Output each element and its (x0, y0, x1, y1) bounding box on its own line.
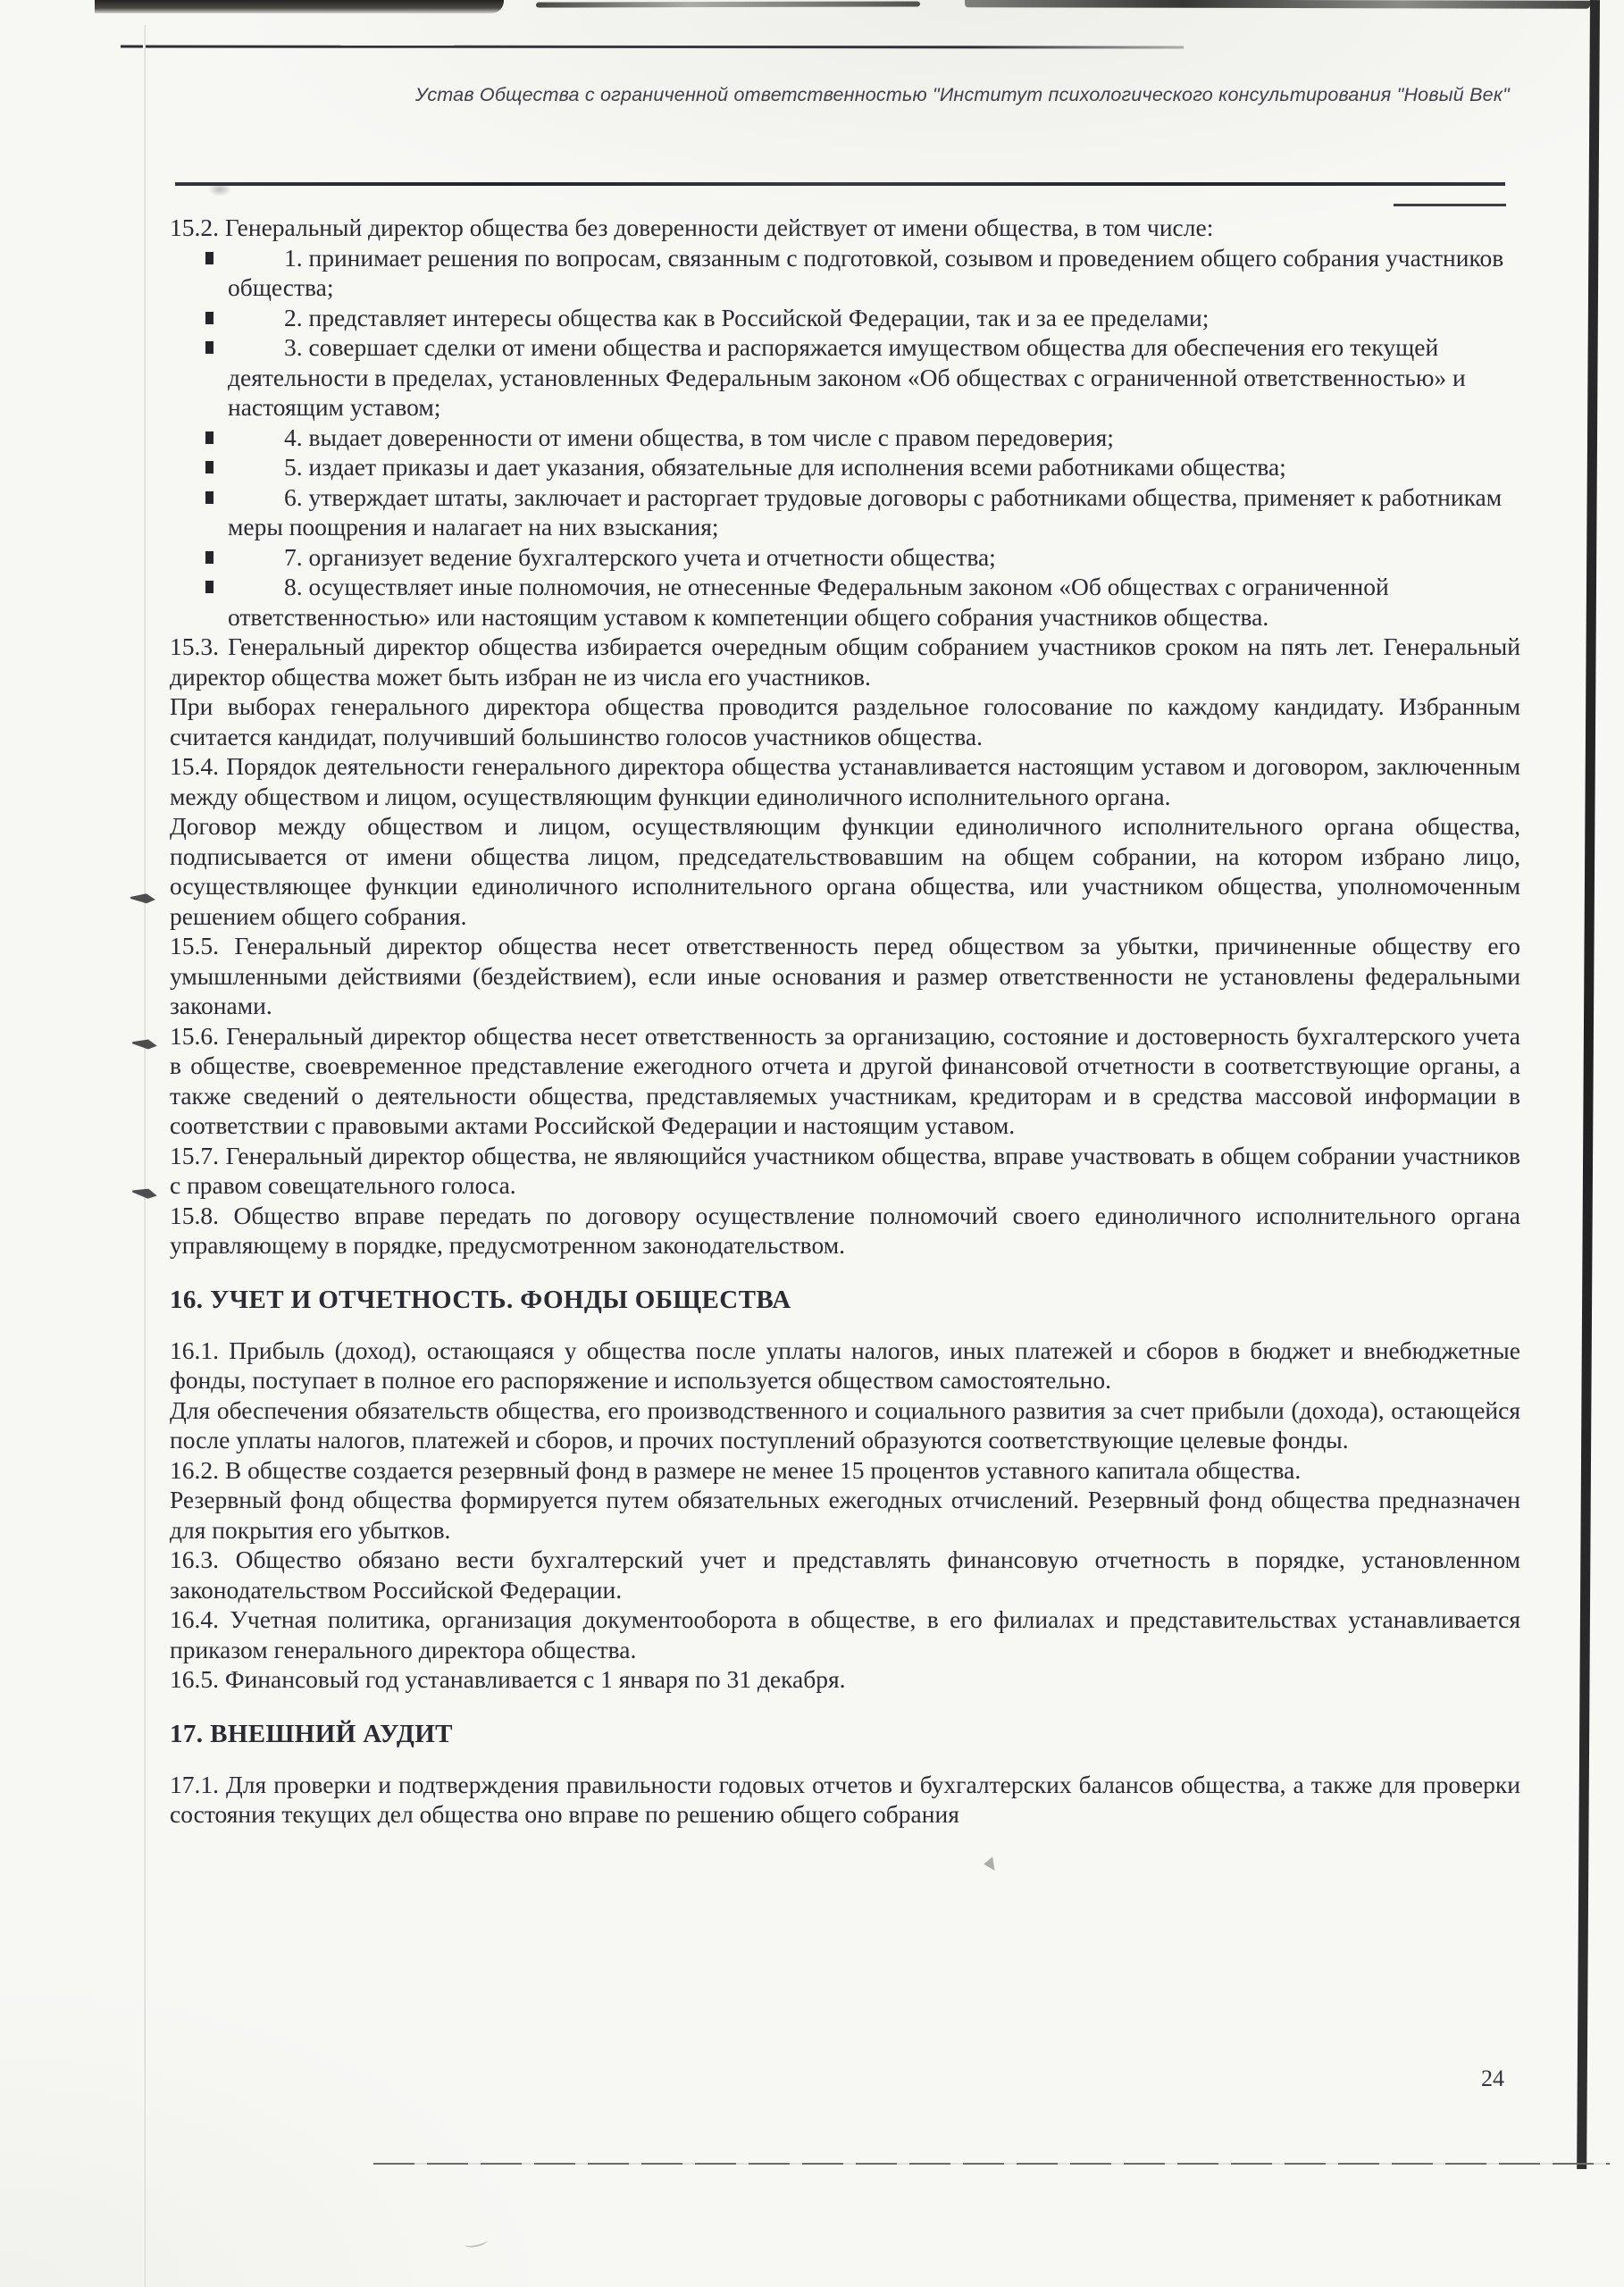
header-rule (175, 182, 1505, 186)
list-item-text: 5. издает приказы и дает указания, обязательные для исполнения всеми работниками общества; (284, 453, 1286, 481)
paragraph: 16.4. Учетная политика, организация документооборота в обществе, в его филиалах и представительствах устанавливается приказом генерального директора общества. (170, 1605, 1520, 1663)
list-item-text: 1. принимает решения по вопросам, связанным с подготовкой, созывом и проведением общего собрания участников общества; (228, 243, 1504, 301)
pencil-mark (464, 2235, 489, 2249)
scan-smudge (983, 1855, 999, 1871)
scan-artifact-page-edge (143, 25, 146, 2287)
paragraph: Для обеспечения обязательств общества, его производственного и социального развития за счет прибыли (дохода), остающейся после уплаты налогов, платежей и сборов, и прочих поступлений образуются соответствующие целевые фонды. (170, 1395, 1520, 1453)
bullet-square-icon (205, 491, 213, 504)
paragraph: 15.4. Порядок деятельности генерального директора общества устанавливается настоящим уставом и договором, заключенным между обществом и лицом, осуществляющим функции единоличного исполнительного органа. (170, 752, 1520, 810)
paragraph: 16.2. В обществе создается резервный фонд в размере не менее 15 процентов уставного капитала общества. (170, 1455, 1302, 1484)
list-item (228, 482, 1520, 542)
list-item (228, 303, 1520, 333)
bullet-square-icon (205, 461, 213, 473)
bullet-square-icon (205, 312, 213, 324)
paragraph: 17.1. Для проверки и подтверждения правильности годовых отчетов и бухгалтерских балансов общества, а также для проверки состояния текущих дел общества оно вправе по решению общего собрания (170, 1770, 1520, 1828)
scan-artifact-top-band-mid (536, 1, 920, 7)
header-rule-short (1394, 204, 1506, 206)
paragraph: 16.1. Прибыль (доход), остающаяся у общества после уплаты налогов, иных платежей и сборов в бюджет и внебюджетные фонды, поступает в полное его распоряжение и используется обществом самостоятельно. (170, 1336, 1520, 1394)
paragraph: При выборах генерального директора общества проводится раздельное голосование по каждому кандидату. Избранным считается кандидат, получивший большинство голосов участников общества. (170, 692, 1520, 750)
paragraph: 15.6. Генеральный директор общества несет ответственность за организацию, состояние и достоверность бухгалтерского учета в обществе, своевременное представление ежегодного отчета и другой финансовой отчетности в соответствующие органы, а также сведений о деятельности общества, представляемых участникам, кредиторам и в средства массовой информации в соответствии с правовыми актами Российской Федерации и настоящим уставом. (170, 1021, 1520, 1139)
list-item (228, 423, 1520, 453)
page-number: 24 (1481, 2065, 1504, 2091)
list-item (228, 572, 1520, 632)
paragraph: 15.5. Генеральный директор общества несет ответственность перед обществом за убытки, причиненные обществу его умышленными действиями (бездействием), если иные основания и размер ответственности не установлены федеральными законами. (170, 932, 1520, 1019)
list-item-text: 4. выдает доверенности от имени общества, в том числе с правом передоверия; (284, 423, 1114, 451)
section-heading: 17. ВНЕШНИЙ АУДИТ (170, 1719, 453, 1748)
bullet-square-icon (205, 431, 213, 444)
running-header: Устав Общества с ограниченной ответственностью "Институт психологического консультирования "Новый Век" (414, 84, 1510, 105)
list-item-text: 3. совершает сделки от имени общества и распоряжается имуществом общества для обеспечения его текущей деятельности в пределах, установленных Федеральным законом «Об обществах с ограниченной ответственностью» и настоящим уставом; (228, 333, 1466, 421)
scan-artifact-top-line (121, 45, 1184, 48)
paragraph: 16.3. Общество обязано вести бухгалтерский учет и представлять финансовую отчетность в порядке, установленном законодательством Российской Федерации. (170, 1546, 1520, 1604)
document-body (170, 213, 1520, 1830)
scan-artifact-top-band-left (95, 0, 504, 13)
list-item-text: 7. организует ведение бухгалтерского учета и отчетности общества; (284, 542, 996, 571)
paragraph: Договор между обществом и лицом, осуществляющим функции единоличного исполнительного органа общества, подписывается от имени общества лицом, председательствовавшим на общем собрании, на котором избрано лицо, осуществляющее функции единоличного исполнительного органа общества, или участником общества, уполномоченным решением общего собрания. (170, 812, 1520, 930)
list-item-text: 2. представляет интересы общества как в Российской Федерации, так и за ее пределами; (284, 303, 1210, 331)
list-item-text: 8. осуществляет иные полномочия, не отнесенные Федеральным законом «Об обществах с ограниченной ответственностью» или настоящим уставом к компетенции общего собрания участников общества. (228, 573, 1389, 631)
paragraph: Резервный фонд общества формируется путем обязательных ежегодных отчислений. Резервный фонд общества предназначен для покрытия его убытков. (170, 1486, 1520, 1544)
paragraph: 15.7. Генеральный директор общества, не являющийся участником общества, вправе участвовать в общем собрании участников с правом совещательного голоса. (170, 1141, 1520, 1199)
list-item (228, 243, 1520, 303)
bullet-square-icon (205, 581, 213, 593)
bullet-square-icon (205, 252, 213, 264)
paragraph: 15.3. Генеральный директор общества избирается очередным общим собранием участников сроком на пять лет. Генеральный директор общества может быть избран не из числа его участников. (170, 632, 1520, 691)
paragraph: 15.2. Генеральный директор общества без доверенности действует от имени общества, в том числе: (170, 214, 1214, 241)
list-item (228, 452, 1520, 482)
paragraph: 15.8. Общество вправе передать по договору осуществление полномочий своего единоличного исполнительного органа управляющему в порядке, предусмотренном законодательством. (170, 1201, 1520, 1259)
scan-artifact-top-band-right (965, 0, 1590, 9)
pencil-mark (105, 393, 136, 409)
list-item-text: 6. утверждает штаты, заключает и расторгает трудовые договоры с работниками общества, применяет к работникам меры поощрения и налагает на них взыскания; (228, 482, 1503, 540)
scan-artifact-bottom-line (373, 2163, 1610, 2165)
paragraph: 16.5. Финансовый год устанавливается с 1 января по 31 декабря. (170, 1665, 846, 1693)
bullet-square-icon (205, 551, 213, 564)
list-item (228, 332, 1520, 423)
list-item (228, 542, 1520, 573)
scan-artifact-right-bar (1577, 0, 1600, 2169)
section-heading: 16. УЧЕТ И ОТЧЕТНОСТЬ. ФОНДЫ ОБЩЕСТВА (170, 1285, 791, 1314)
bullet-square-icon (205, 341, 213, 354)
